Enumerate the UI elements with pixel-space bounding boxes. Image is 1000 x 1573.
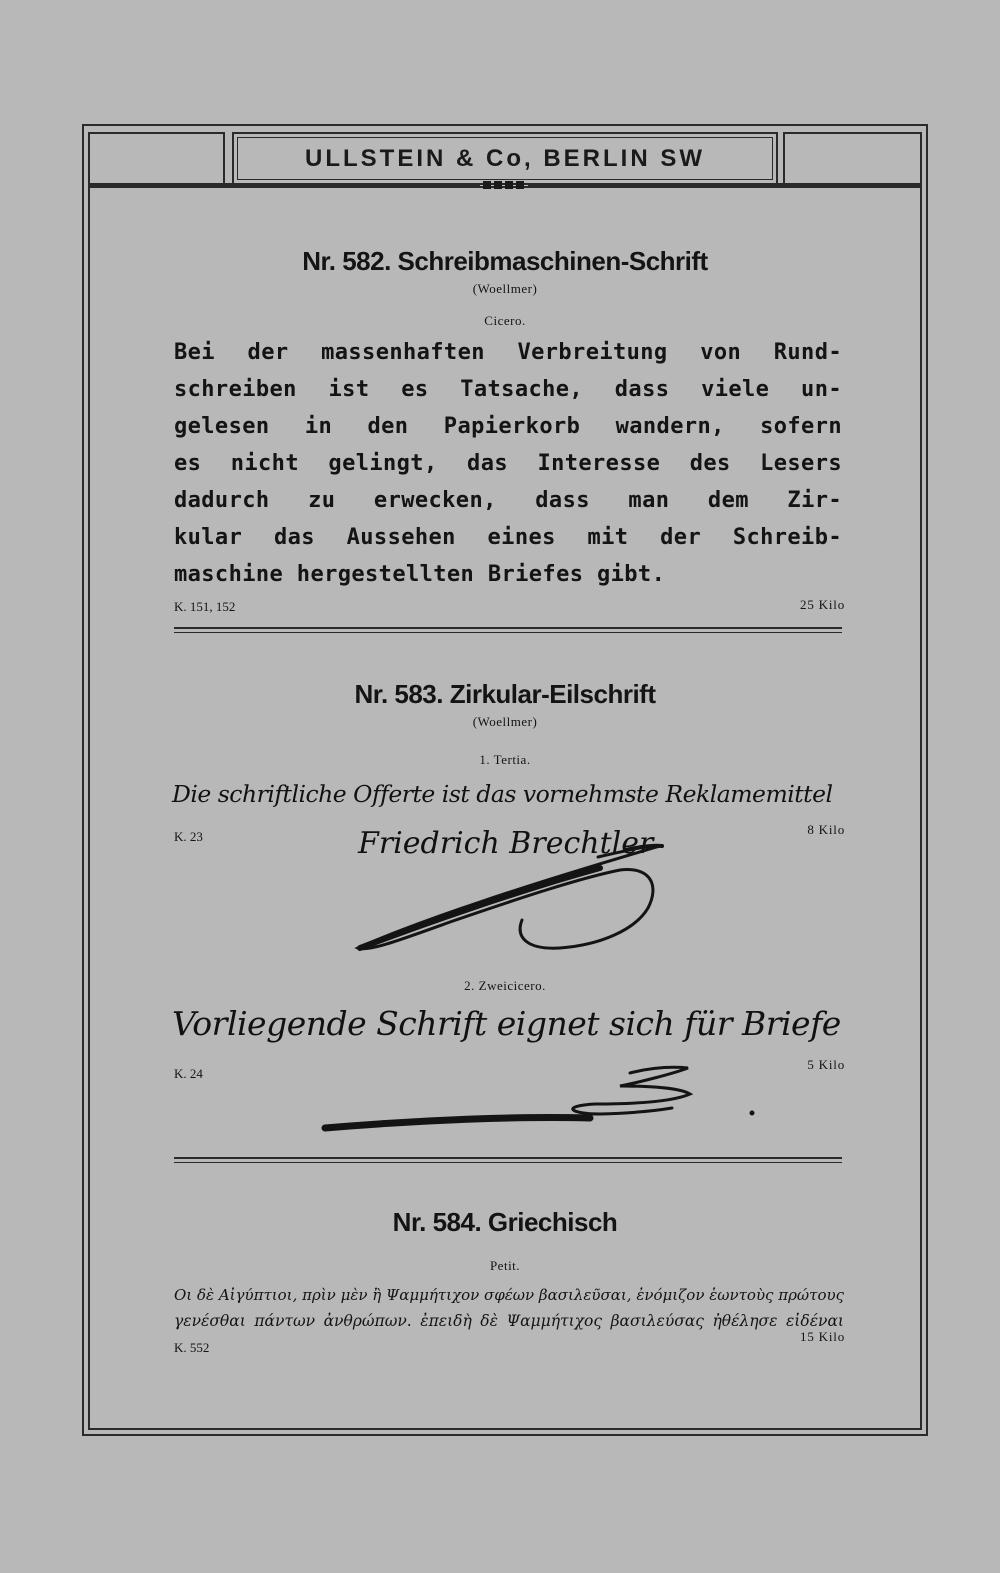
section-rule xyxy=(174,632,842,633)
sample-line: γενέσθαι πάντων ἀνθρώπων. ἐπειδὴ δὲ Ψαμμήτιχος βασιλεύσας ἠθέλησε εἰδέναι xyxy=(174,1312,844,1330)
section-583-size-1: 1. Tertia. xyxy=(479,752,531,767)
section-rule xyxy=(174,627,842,629)
header-rule-right xyxy=(528,183,922,186)
sample-line: gelesen in den Papierkorb wandern, sofern xyxy=(174,414,842,439)
section-583-size-2: 2. Zweicicero. xyxy=(464,978,546,993)
section-582-size: Cicero. xyxy=(484,313,526,328)
section-rule xyxy=(174,1157,842,1159)
section-583-sample-1: Die schriftliche Offerte ist das vornehmste Reklamemittel xyxy=(172,780,833,808)
section-583-title: Nr. 583. Zirkular-Eilschrift xyxy=(354,679,656,709)
header-box-left xyxy=(88,132,225,185)
signature-sample: Friedrich Brechtler xyxy=(358,826,654,861)
section-582-weight: 25 Kilo xyxy=(800,597,845,612)
section-rule xyxy=(174,1162,842,1163)
section-584-weight: 15 Kilo xyxy=(800,1329,845,1344)
section-582-title: Nr. 582. Schreibmaschinen-Schrift xyxy=(302,246,708,276)
section-582-code: K. 151, 152 xyxy=(174,599,236,614)
sample-line: kular das Aussehen eines mit der Schreib- xyxy=(174,525,842,550)
section-584-code: K. 552 xyxy=(174,1340,210,1355)
section-584-size: Petit. xyxy=(489,1258,521,1273)
sample-line: dadurch zu erwecken, dass man dem Zir- xyxy=(174,488,842,513)
section-584-title: Nr. 584. Griechisch xyxy=(392,1207,618,1237)
sample-line: schreiben ist es Tatsache, dass viele un- xyxy=(174,377,842,402)
publisher-title: ULLSTEIN & Co, BERLIN SW xyxy=(305,145,705,172)
section-583-code-1: K. 23 xyxy=(174,829,203,844)
section-582-designer: (Woellmer) xyxy=(472,281,538,296)
section-584-sample xyxy=(174,1282,844,1334)
sample-line: maschine hergestellten Briefes gibt. xyxy=(174,562,666,587)
section-583-code-2: K. 24 xyxy=(174,1066,203,1081)
sample-line: Bei der massenhaften Verbreitung von Rund- xyxy=(174,340,842,365)
sample-line: Οι δὲ Αἰγύπτιοι, πρὶν μὲν ἢ Ψαμμήτιχον σφέων βασιλεῦσαι, ἐνόμιζον ἑωντοὺς πρώτους xyxy=(174,1286,844,1304)
section-583-weight-2: 5 Kilo xyxy=(807,1057,845,1072)
header-ornament xyxy=(480,180,526,190)
section-582-sample xyxy=(174,334,842,593)
section-583-sample-2: Vorliegende Schrift eignet sich für Briefe xyxy=(172,1004,841,1043)
sample-line: es nicht gelingt, das Interesse des Lesers xyxy=(174,451,842,476)
section-583-weight-1: 8 Kilo xyxy=(807,822,845,837)
header-box-right xyxy=(783,132,922,185)
section-583-designer: (Woellmer) xyxy=(472,714,538,729)
header-rule-left xyxy=(88,183,480,186)
